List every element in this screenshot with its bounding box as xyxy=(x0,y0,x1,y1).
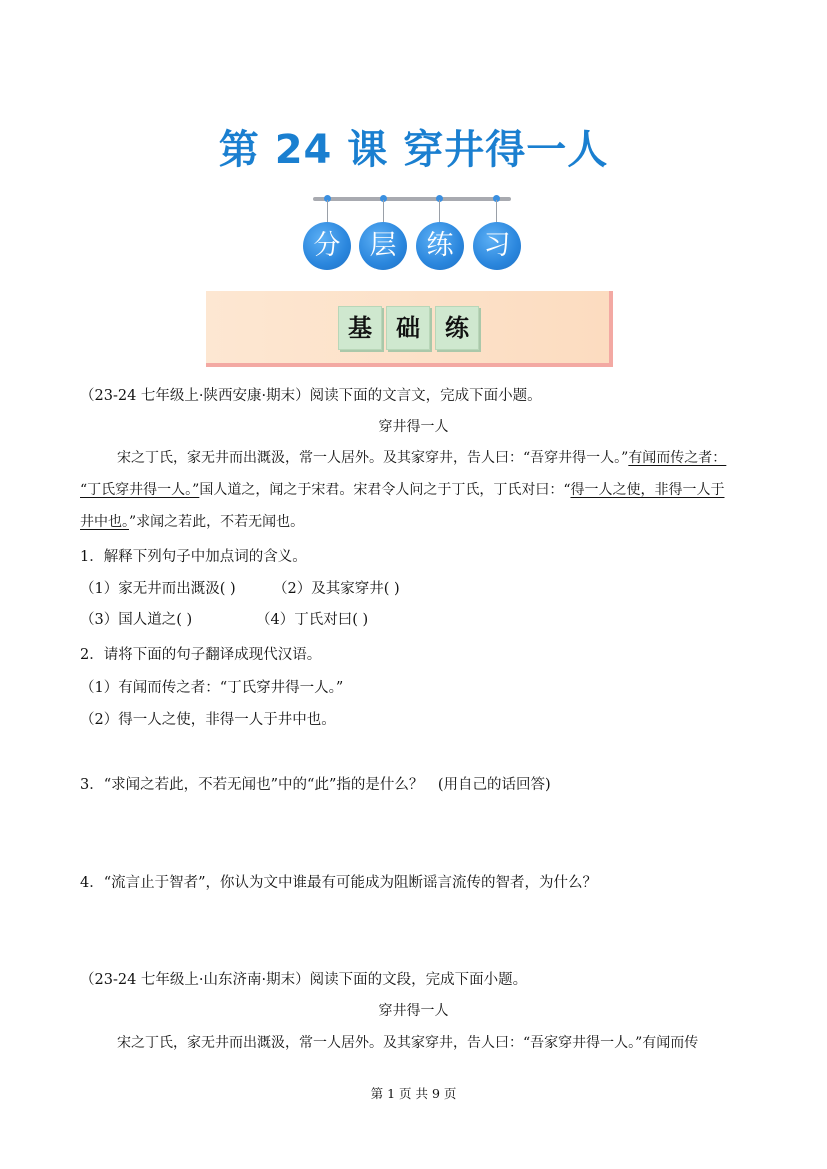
decorative-rail xyxy=(313,197,511,201)
section1-passage-line1 xyxy=(117,447,726,467)
q2-stem: 2．请将下面的句子翻译成现代汉语。 xyxy=(80,647,322,663)
passage-text: ”求闻之若此，不若无闻也。 xyxy=(129,514,305,530)
circle-badge-ceng: 层 xyxy=(359,222,407,270)
underlined-phrase: “丁氏穿井得一人。” xyxy=(80,482,200,498)
section1-passage-line3 xyxy=(80,511,304,531)
circle-badge-lian: 练 xyxy=(416,222,464,270)
banner-tile-lian: 练 xyxy=(435,306,479,350)
section2-passage-title: 穿井得一人 xyxy=(378,1003,449,1019)
rail-stem xyxy=(439,200,440,224)
underlined-phrase: 有闻而传之者： xyxy=(628,450,727,466)
q3-text: 3．“求闻之若此，不若无闻也”中的“此”指的是什么？ (用自己的话回答) xyxy=(80,777,551,793)
q4-text: 4．“流言止于智者”，你认为文中谁最有可能成为阻断谣言流传的智者，为什么？ xyxy=(80,875,598,891)
q1-item-2: （2）及其家穿井( ) xyxy=(273,581,400,597)
underlined-phrase: 井中也。 xyxy=(80,514,129,530)
section1-passage-title: 穿井得一人 xyxy=(378,419,449,435)
q1-item-3: （3）国人道之( ) xyxy=(80,612,193,628)
circle-badge-fen: 分 xyxy=(303,222,351,270)
banner-tile-chu: 础 xyxy=(386,306,430,350)
q2-item-2: （2）得一人之使，非得一人于井中也。 xyxy=(80,712,336,728)
q1-stem: 1．解释下列句子中加点词的含义。 xyxy=(80,549,307,565)
q1-item-1: （1）家无井而出溉汲( ) xyxy=(80,581,236,597)
page-title: 第 24 课 穿井得一人 xyxy=(218,127,609,173)
page-footer: 第 1 页 共 9 页 xyxy=(370,1086,457,1101)
rail-stem xyxy=(383,200,384,224)
q1-item-4: （4）丁氏对曰( ) xyxy=(256,612,369,628)
q2-item-1: （1）有闻而传之者：“丁氏穿井得一人。” xyxy=(80,680,344,696)
section2-passage-line1: 宋之丁氏，家无井而出溉汲，常一人居外。及其家穿井，告人曰：“吾家穿井得一人。”有闻而传 xyxy=(117,1035,699,1051)
rail-stem xyxy=(496,200,497,224)
section1-intro: （23-24 七年级上·陕西安康·期末）阅读下面的文言文，完成下面小题。 xyxy=(80,388,542,404)
passage-text: 宋之丁氏，家无井而出溉汲，常一人居外。及其家穿井，告人曰：“吾穿井得一人。” xyxy=(117,450,629,466)
section2-intro: （23-24 七年级上·山东济南·期末）阅读下面的文段，完成下面小题。 xyxy=(80,972,528,988)
passage-text: 国人道之，闻之于宋君。宋君令人问之于丁氏，丁氏对曰：“ xyxy=(199,482,571,498)
section1-passage-line2 xyxy=(80,479,724,499)
circle-badge-xi: 习 xyxy=(473,222,521,270)
underlined-phrase: 得一人之使，非得一人于 xyxy=(570,482,725,498)
banner-tile-ji: 基 xyxy=(338,306,382,350)
rail-stem xyxy=(327,200,328,224)
